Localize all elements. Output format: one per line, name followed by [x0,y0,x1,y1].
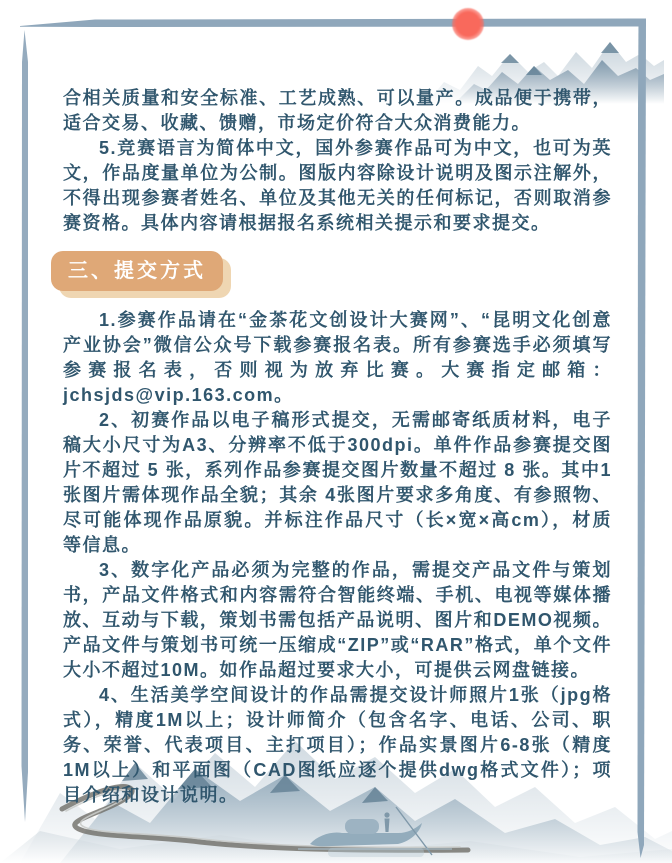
submission-item-4: 4、生活美学空间设计的作品需提交设计师照片1张（jpg格式），精度1M以上；设计师简介（包含名字、电话、公司、职务、荣誉、代表项目、主打项目）；作品实景图片6-8张（精度1M以上）和平面图（CAD图纸应逐个提供dwg格式文件）；项目介绍和设计说明。 [63,685,612,805]
submission-item-1: 1.参赛作品请在“金茶花文创设计大赛网”、“昆明文化创意产业协会”微信公众号下载参赛报名表。所有参赛选手必须填写参赛报名表，否则视为放弃比赛。大赛指定邮箱：jchsjds@vip.163.com。 [63,310,612,405]
intro-continuation-paragraph: 合相关质量和安全标准、工艺成熟、可以量产。成品便于携带，适合交易、收藏、馈赠，市场定价符合大众消费能力。 [63,88,612,133]
section-banner [51,251,223,291]
document-body [63,86,612,808]
submission-item-3: 3、数字化产品必须为完整的作品，需提交产品文件与策划书，产品文件格式和内容需符合智能终端、手机、电视等媒体播放、互动与下载，策划书需包括产品说明、图片和DEMO视频。产品文件与策划书可统一压缩成“ZIP”或“RAR”格式，单个文件大小不超过10M。如作品超过要求大小，可提供云网盘链接。 [63,560,612,680]
submission-item-2: 2、初赛作品以电子稿形式提交，无需邮寄纸质材料，电子稿大小尺寸为A3、分辨率不低于300dpi。单件作品参赛提交图片不超过 5 张，系列作品参赛提交图片数量不超过 8 张。其中1 张图片需体现作品全貌；其余 4张图片要求多角度、有参照物、尽可能体现作品原貌。并标注作品尺寸（长×宽×高cm），材质等信息。 [63,410,612,555]
sun-icon [452,8,484,40]
intro-item-5-paragraph: 5.竞赛语言为简体中文，国外参赛作品可为中文，也可为英文，作品度量单位为公制。图版内容除设计说明及图示注解外，不得出现参赛者姓名、单位及其他无关的任何标记，否则取消参赛资格。具体内容请根据报名系统相关提示和要求提交。 [63,138,612,233]
section-title: 三、提交方式 [51,251,223,291]
